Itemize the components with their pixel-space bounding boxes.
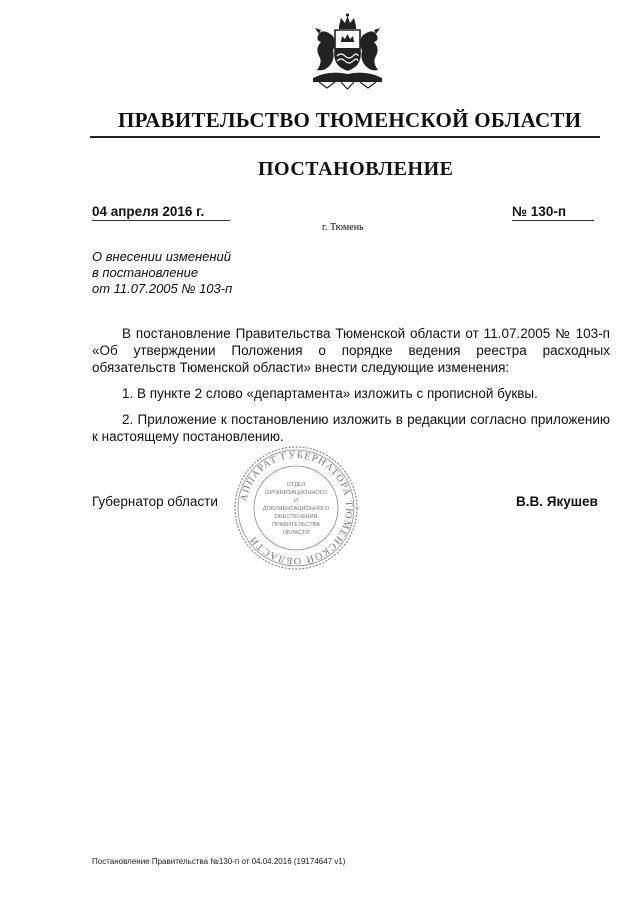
stamp-line: ДОКУМЕНТАЦИОННОГО: [262, 506, 330, 512]
stamp-line: ОТДЕЛ: [286, 482, 306, 488]
subject-line: О внесении изменений: [92, 249, 231, 264]
intro-paragraph: В постановление Правительства Тюменской области от 11.07.2005 № 103-п «Об утверждении Положения о порядке ведения реестра расходных обязательств Тюменской области» внести следующие изменения:: [92, 326, 610, 375]
city-label: г. Тюмень: [322, 222, 364, 233]
stamp-line: И: [293, 498, 299, 504]
document-body: [92, 325, 610, 445]
official-stamp: [232, 444, 360, 572]
document-date: 04 апреля 2016 г.: [92, 204, 205, 219]
subject-line: в постановление: [92, 265, 199, 280]
document-type-heading: ПОСТАНОВЛЕНИЕ: [258, 158, 454, 180]
number-field: [512, 203, 594, 221]
signer-role: Губернатор области: [92, 494, 218, 509]
list-item: 1. В пункте 2 слово «департамента» изложить с прописной буквы.: [122, 386, 538, 401]
government-title: ПРАВИТЕЛЬСТВО ТЮМЕНСКОЙ ОБЛАСТИ: [118, 108, 582, 132]
title-divider: [90, 136, 600, 138]
signer-name: В.В. Якушев: [516, 494, 598, 509]
stamp-outer-text: АППАРАТ ГУБЕРНАТОРА ТЮМЕНСКОЙ ОБЛАСТИ: [238, 449, 355, 567]
document-number: № 130-п: [512, 204, 566, 219]
stamp-line: ОБЛАСТИ: [282, 530, 310, 536]
stamp-line: ОРГАНИЗАЦИОННОГО: [265, 490, 327, 496]
date-field: [92, 203, 230, 221]
stamp-line: ПРАВИТЕЛЬСТВА: [272, 522, 320, 528]
stamp-line: ОБЕСПЕЧЕНИЯ: [274, 514, 318, 520]
document-subject: [92, 249, 232, 297]
document-footer: Постановление Правительства №130-п от 04.04.2016 (19174647 v1): [92, 857, 346, 866]
subject-line: от 11.07.2005 № 103-п: [92, 281, 233, 296]
coat-of-arms-icon: [305, 12, 390, 90]
list-item: 2. Приложение к постановлению изложить в редакции согласно приложению к настоящему постановлению.: [92, 412, 610, 444]
